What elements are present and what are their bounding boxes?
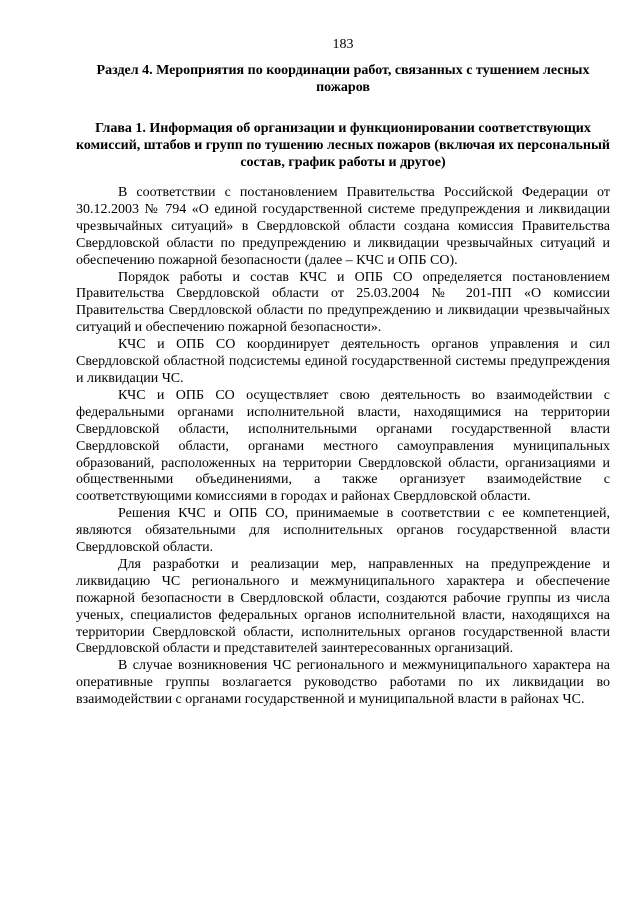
paragraph: Для разработки и реализации мер, направленных на предупреждение и ликвидацию ЧС регионального и межмуниципального характера и обеспечение пожарной безопасности в Свердловской области, создаются рабочие группы из числа ученых, специалистов федеральных органов исполнительной власти, находящихся на территории Свердловской области, исполнительных органов государственной власти Свердловской области и представителей заинтересованных организаций. — [76, 556, 610, 657]
document-page — [76, 36, 610, 709]
body-text — [76, 185, 610, 709]
paragraph: КЧС и ОПБ СО координирует деятельность органов управления и сил Свердловской областной подсистемы единой государственной системы предупреждения и ликвидации ЧС. — [76, 337, 610, 386]
page-number: 183 — [332, 37, 354, 52]
paragraph: В случае возникновения ЧС регионального и межмуниципального характера на оперативные группы возлагается руководство работами по их ликвидации во взаимодействии с органами государственной и муниципальной власти в районах ЧС. — [76, 658, 610, 708]
paragraph: КЧС и ОПБ СО осуществляет свою деятельность во взаимодействии с федеральными органами исполнительной власти, находящимися на территории Свердловской области, исполнительными органами государственной власти Свердловской области, органами местного самоуправления муниципальных образований, расположенных на территории Свердловской области, организациями и общественными объединениями, а также организует взаимодействие с соответствующими комиссиями в городах и районах Свердловской области. — [76, 387, 610, 505]
paragraph: В соответствии с постановлением Правительства Российской Федерации от 30.12.2003 № 794 «О единой государственной системе предупреждения и ликвидации чрезвычайных ситуаций» в Свердловской области создана комиссия Правительства Свердловской области по предупреждению и ликвидации чрезвычайных ситуаций и обеспечению пожарной безопасности (далее – КЧС и ОПБ СО). — [76, 185, 610, 268]
paragraph: Порядок работы и состав КЧС и ОПБ СО определяется постановлением Правительства Свердловской области от 25.03.2004 № 201-ПП «О комиссии Правительства Свердловской области по предупреждению и ликвидации чрезвычайных ситуаций и обеспечению пожарной безопасности». — [76, 269, 610, 336]
section-title: Раздел 4. Мероприятия по координации работ, связанных с тушением лесных пожаров — [96, 63, 590, 95]
chapter-title: Глава 1. Информация об организации и функционировании соответствующих комиссий, штабов и групп по тушению лесных пожаров (включая их персональный состав, график работы и другое) — [76, 121, 610, 170]
paragraph: Решения КЧС и ОПБ СО, принимаемые в соответствии с ее компетенцией, являются обязательными для исполнительных органов государственной власти Свердловской области. — [76, 506, 610, 556]
